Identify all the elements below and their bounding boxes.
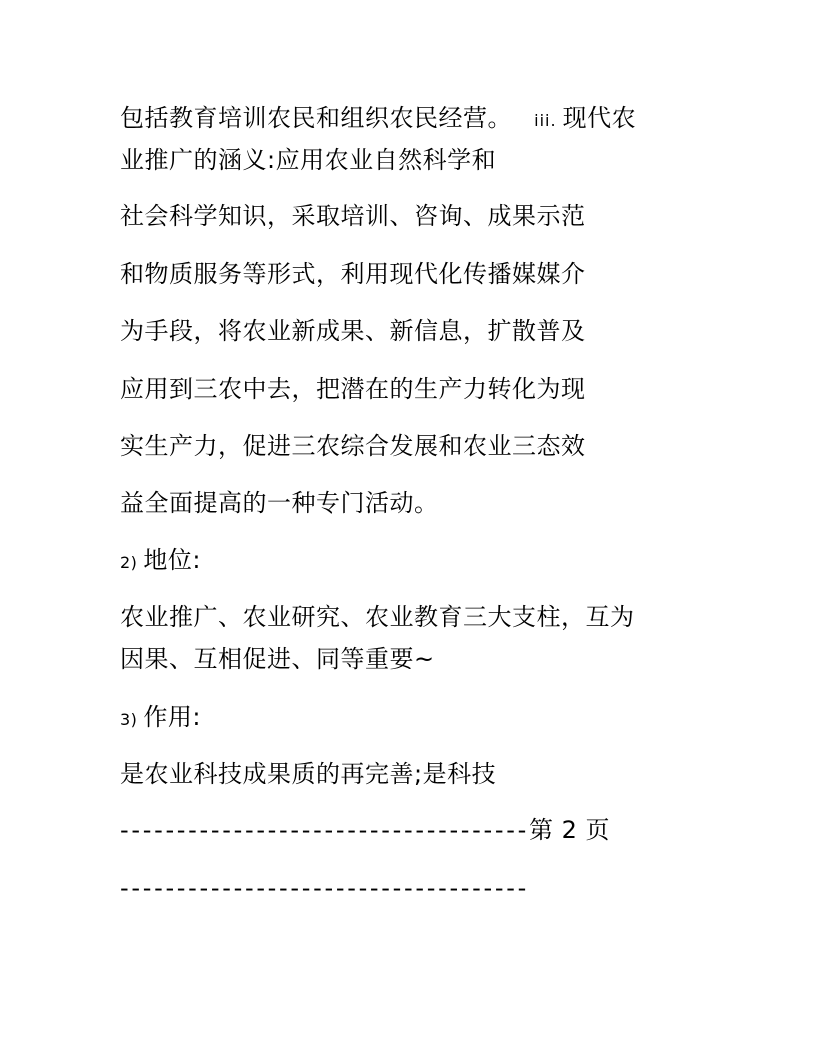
text-line <box>120 103 636 136</box>
footer-divider: ------------------------------------ <box>120 816 529 844</box>
text-segment: 现代农 <box>562 104 637 132</box>
section-title: 地位: <box>143 546 202 574</box>
roman-numeral: iii. <box>534 111 563 130</box>
section-number: 2) <box>120 553 138 572</box>
text-line: 因果、互相促进、同等重要~ <box>120 645 435 673</box>
text-line: 益全面提高的一种专门活动。 <box>120 489 439 517</box>
text-line: 社会科学知识，采取培训、咨询、成果示范 <box>120 202 586 230</box>
text-segment: 包括教育培训农民和组织农民经营。 <box>120 104 512 132</box>
text-line: 为手段，将农业新成果、新信息，扩散普及 <box>120 317 586 345</box>
text-line: 农业推广、农业研究、农业教育三大支柱，互为 <box>120 603 635 631</box>
text-line: 业推广的涵义:应用农业自然科学和 <box>120 146 497 174</box>
footer-divider-line <box>120 873 529 903</box>
section-heading <box>120 545 201 578</box>
footer-divider: ------------------------------------ <box>120 874 529 902</box>
text-line: 实生产力，促进三农综合发展和农业三态效 <box>120 432 586 460</box>
page-number: 第 2 页 <box>528 816 610 844</box>
section-title: 作用: <box>143 703 202 731</box>
page-footer <box>120 815 610 845</box>
section-number: 3) <box>120 710 138 729</box>
section-heading <box>120 702 201 735</box>
text-line: 应用到三农中去，把潜在的生产力转化为现 <box>120 375 586 403</box>
text-line: 和物质服务等形式，利用现代化传播媒媒介 <box>120 260 586 288</box>
text-line: 是农业科技成果质的再完善;是科技 <box>120 760 497 788</box>
